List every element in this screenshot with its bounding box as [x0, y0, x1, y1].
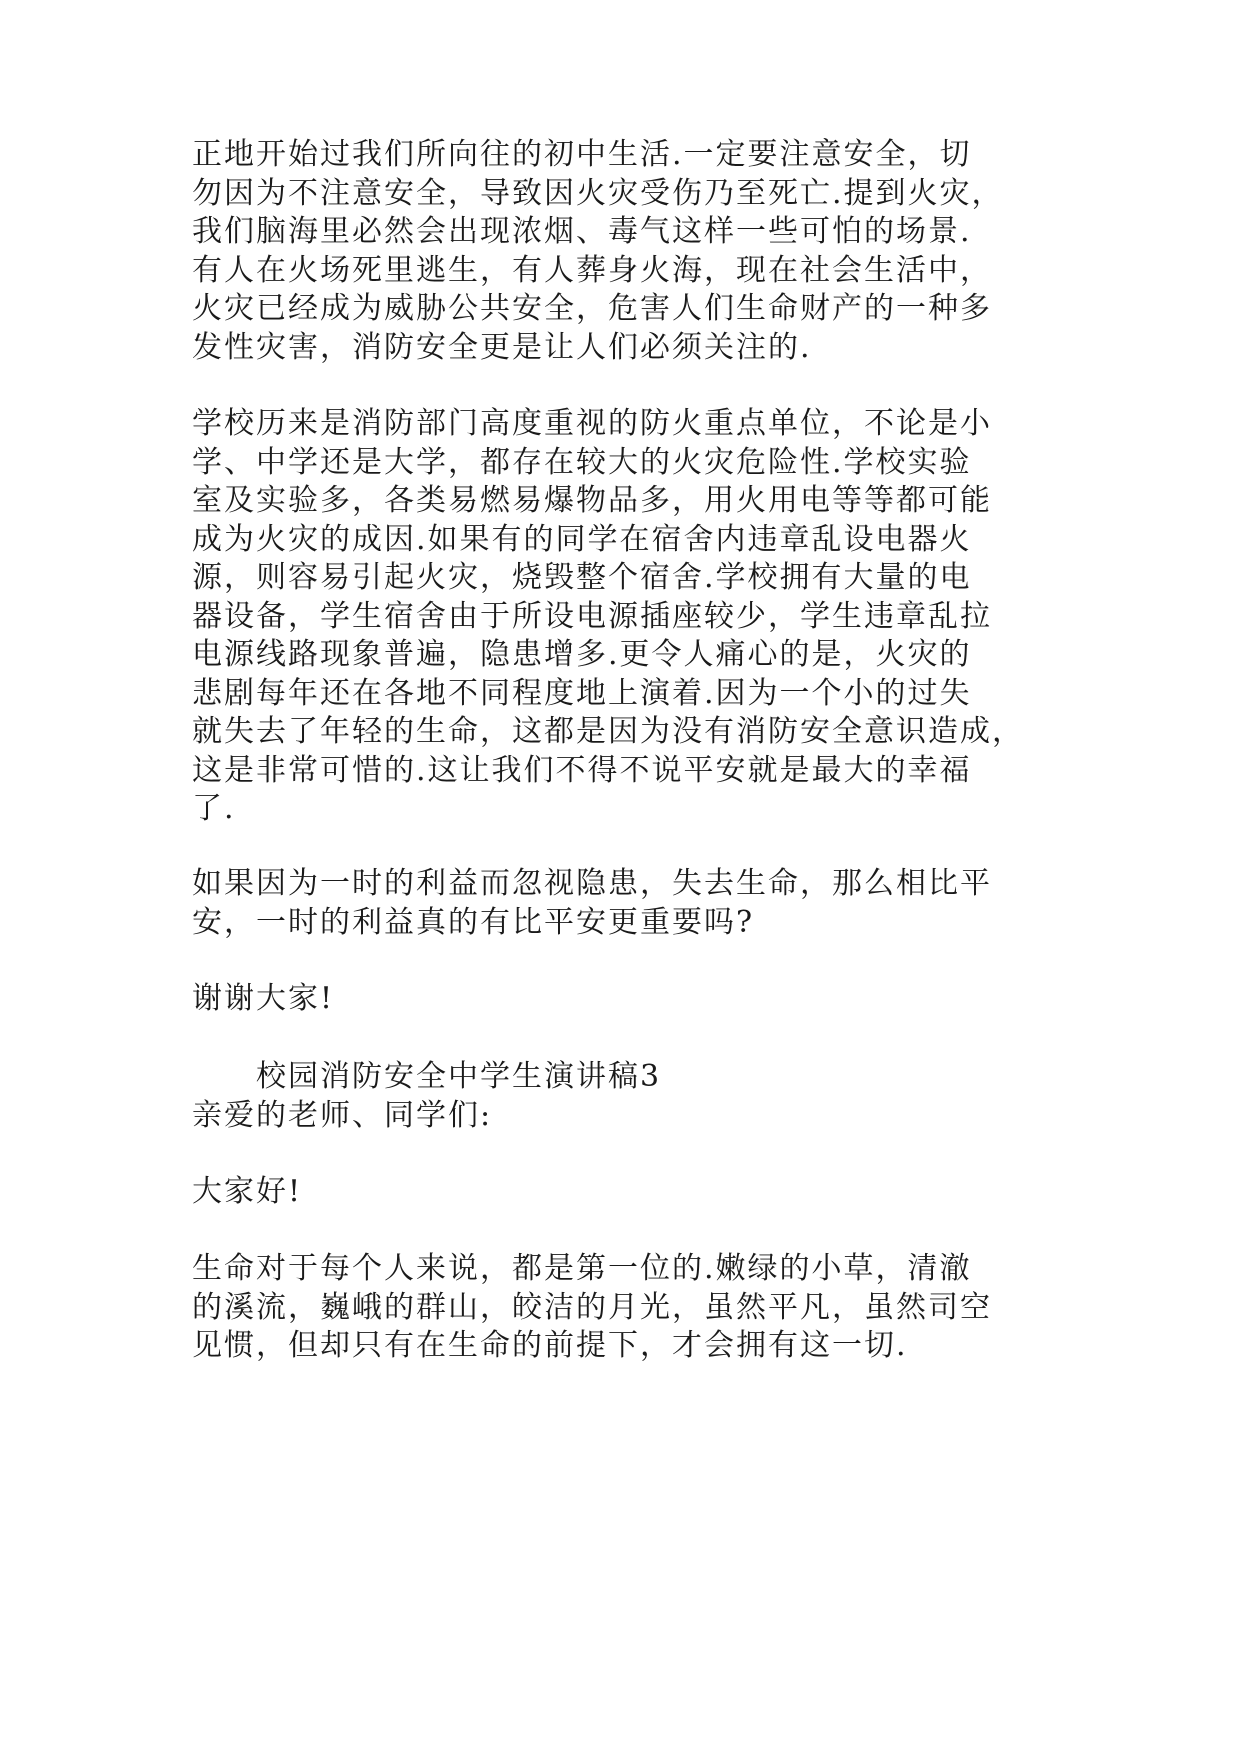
text-line: 悲剧每年还在各地不同程度地上演着.因为一个小的过失 [192, 675, 972, 711]
greeting-block [192, 1173, 1052, 1212]
text-line: 学校历来是消防部门高度重视的防火重点单位，不论是小 [192, 406, 992, 441]
text-line: 这是非常可惜的.这让我们不得不说平安就是最大的幸福 [192, 752, 972, 788]
section-title: 校园消防安全中学生演讲稿3 [256, 1059, 662, 1094]
text-line: 安，一时的利益真的有比平安更重要吗? [192, 904, 755, 940]
text-line: 见惯，但却只有在生命的前提下，才会拥有这一切. [192, 1328, 908, 1363]
salutation: 亲爱的老师、同学们: [192, 1097, 493, 1133]
text-line: 学、中学还是大学，都存在较大的火灾危险性.学校实验 [192, 444, 972, 480]
text-line: 勿因为不注意安全，导致因火灾受伤乃至死亡.提到火灾， [192, 175, 1004, 211]
text-line: 了. [192, 791, 236, 826]
paragraph-5 [192, 1250, 1052, 1366]
text-line: 就失去了年轻的生命，这都是因为没有消防安全意识造成， [192, 714, 1024, 749]
text-line: 室及实验多，各类易燃易爆物品多，用火用电等等都可能 [192, 483, 992, 518]
text-line: 发性灾害，消防安全更是让人们必须关注的. [192, 329, 812, 365]
paragraph-3 [192, 865, 1052, 942]
text-line: 正地开始过我们所向往的初中生活.一定要注意安全，切 [192, 137, 972, 172]
text-line: 有人在火场死里逃生，有人葬身火海，现在社会生活中， [192, 252, 992, 288]
text-line: 谢谢大家! [192, 981, 335, 1016]
text-line: 我们脑海里必然会出现浓烟、毒气这样一些可怕的场景. [192, 214, 972, 249]
text-line: 电源线路现象普遍，隐患增多.更令人痛心的是，火灾的 [192, 637, 972, 672]
text-line: 火灾已经成为威胁公共安全，危害人们生命财产的一种多 [192, 291, 992, 326]
text-line: 器设备，学生宿舍由于所设电源插座较少，学生违章乱拉 [192, 598, 992, 634]
section-heading-block [192, 1058, 1052, 1135]
text-line: 的溪流，巍峨的群山，皎洁的月光，虽然平凡，虽然司空 [192, 1289, 992, 1325]
greeting: 大家好! [192, 1174, 303, 1209]
text-line: 如果因为一时的利益而忽视隐患，失去生命，那么相比平 [192, 866, 992, 901]
paragraph-2 [192, 405, 1052, 829]
text-line: 生命对于每个人来说，都是第一位的.嫩绿的小草，清澈 [192, 1251, 972, 1286]
text-line: 源，则容易引起火灾，烧毁整个宿舍.学校拥有大量的电 [192, 560, 972, 595]
text-line: 成为火灾的成因.如果有的同学在宿舍内违章乱设电器火 [192, 521, 972, 557]
paragraph-1 [192, 136, 1052, 367]
closing-thanks [192, 980, 1052, 1019]
